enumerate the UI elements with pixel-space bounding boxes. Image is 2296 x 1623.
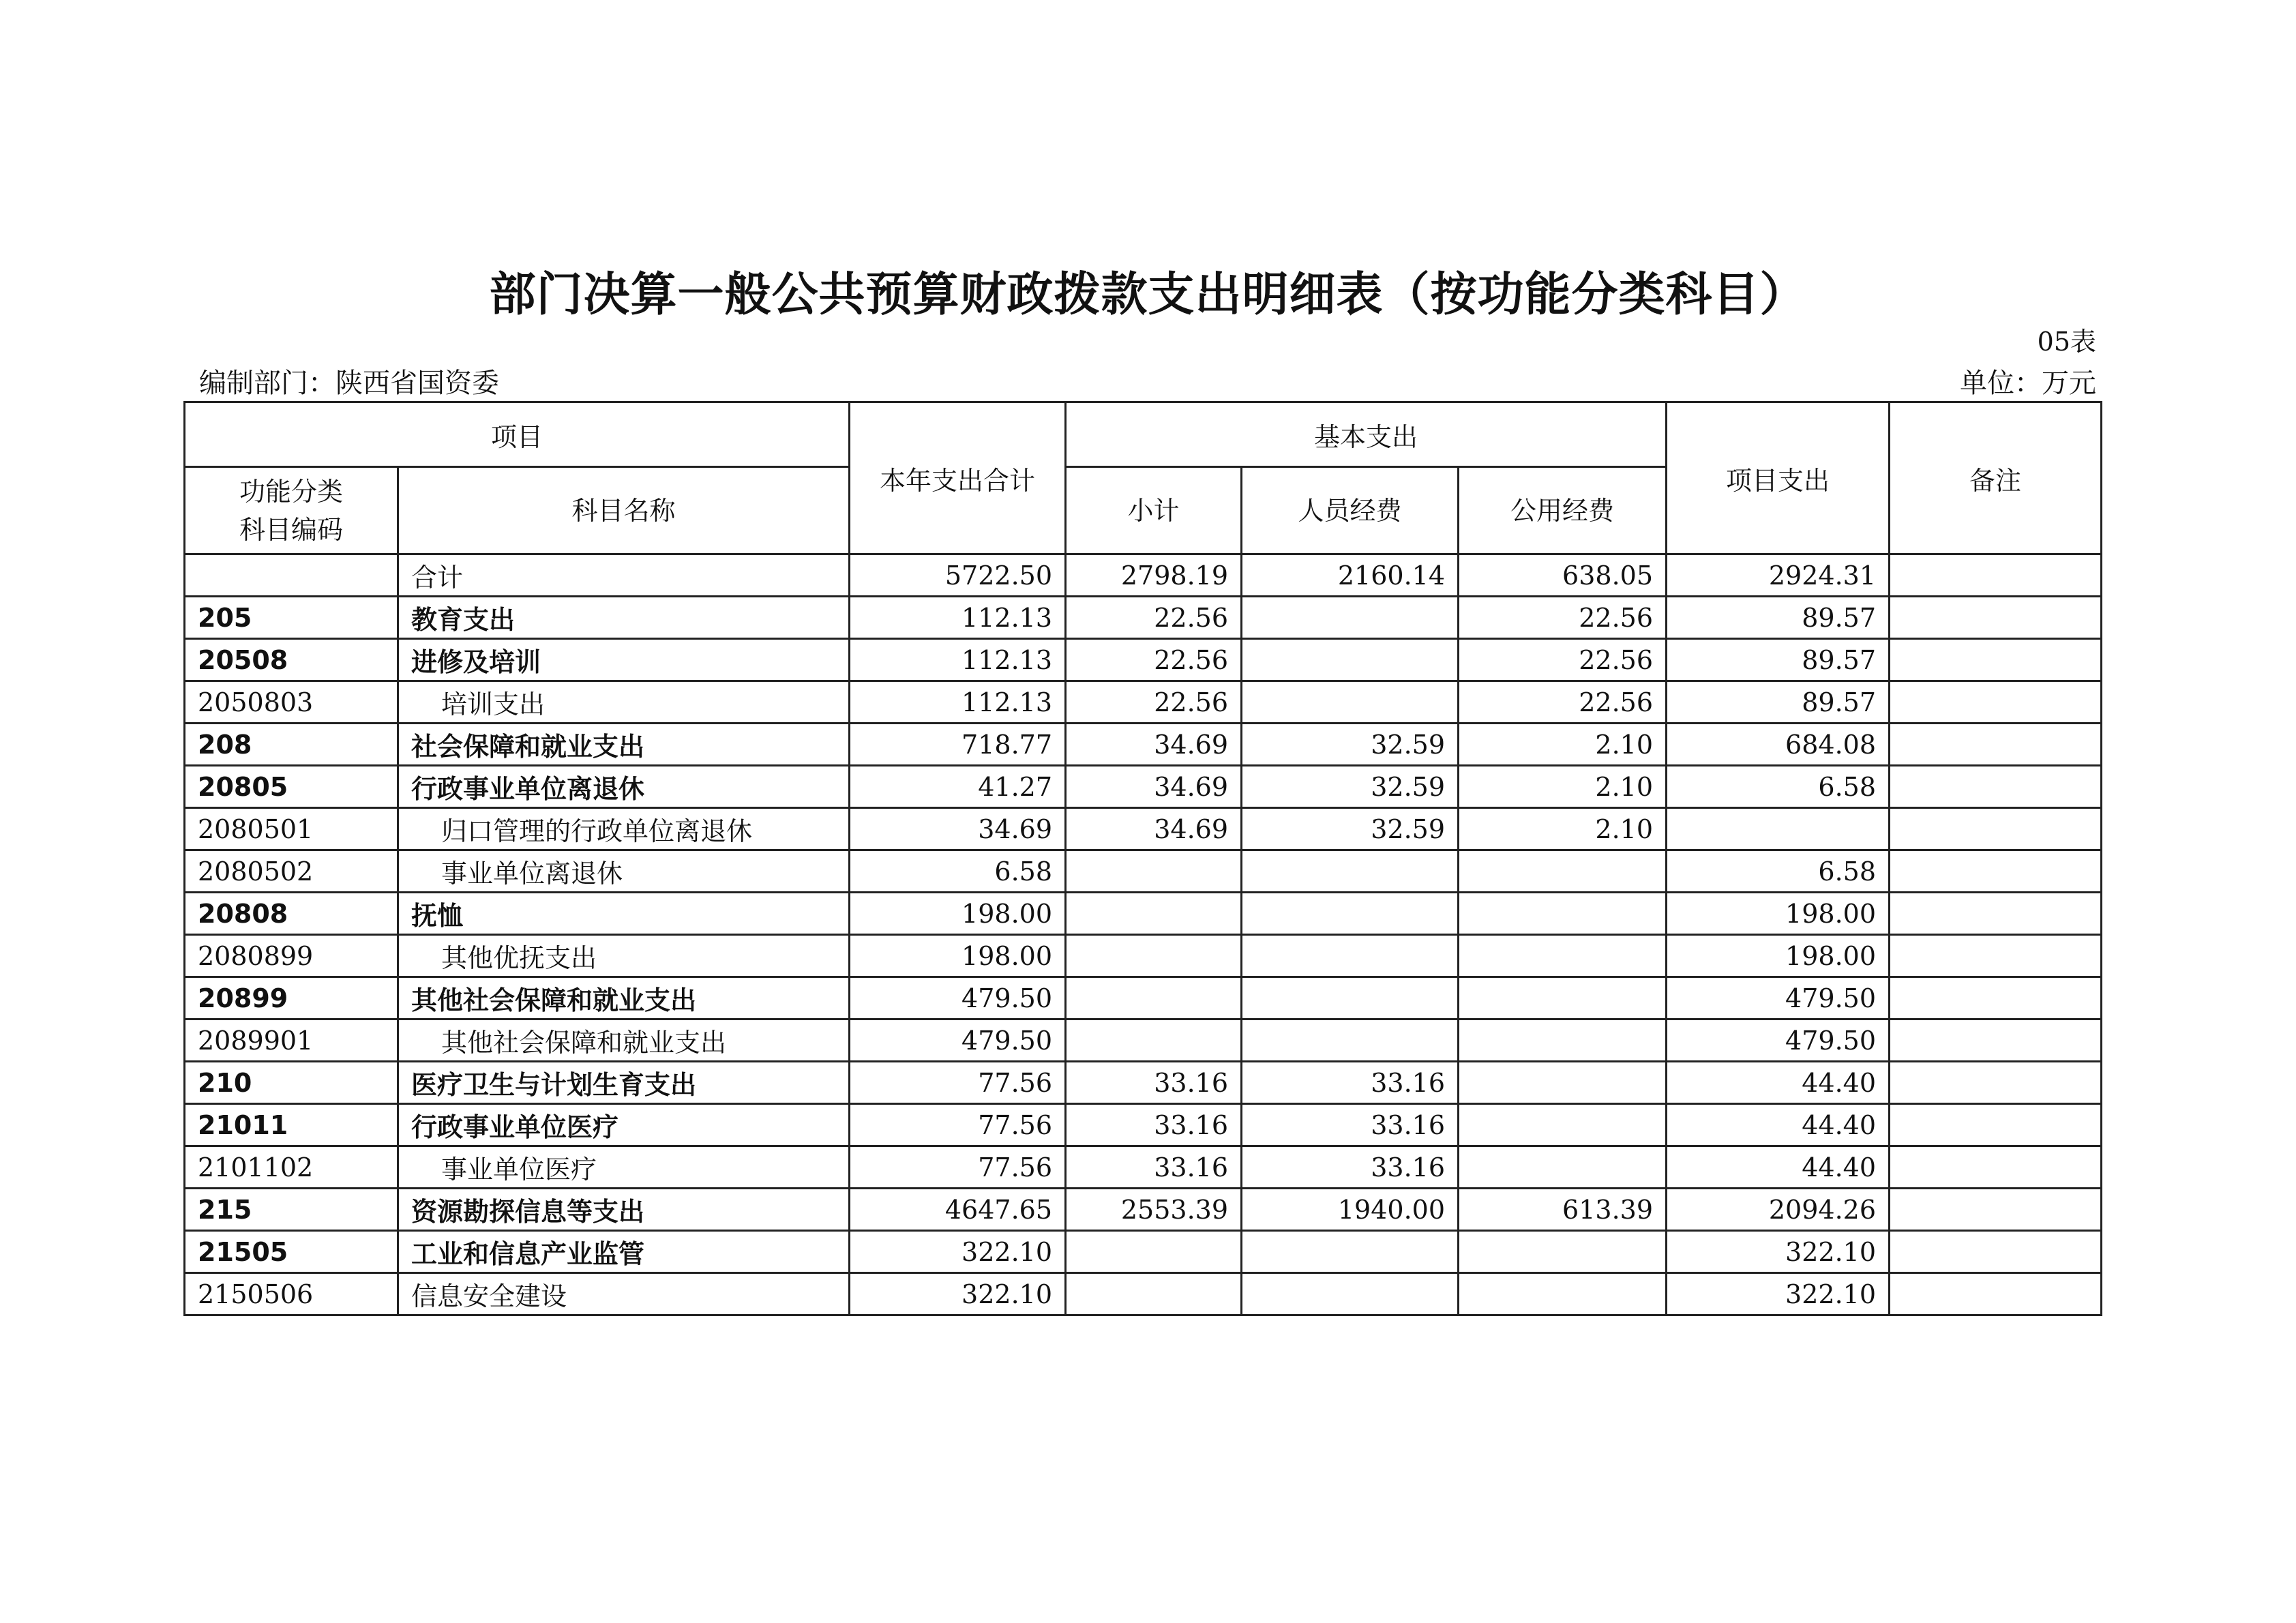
cell-total: 112.13 [850,639,1066,681]
cell-personnel: 33.16 [1242,1104,1459,1146]
header-project: 项目 [185,402,850,467]
department-label: 编制部门：陕西省国资委 [199,368,499,399]
header-func-code [185,467,398,554]
cell-subtotal: 33.16 [1066,1146,1242,1189]
cell-name: 教育支出 [398,597,850,639]
cell-personnel [1242,1273,1459,1315]
cell-remark [1890,1104,2102,1146]
cell-total: 34.69 [850,808,1066,850]
cell-total: 322.10 [850,1231,1066,1273]
header-remark: 备注 [1890,402,2102,554]
cell-subtotal: 2553.39 [1066,1189,1242,1231]
cell-project: 479.50 [1667,1019,1890,1062]
cell-code: 20808 [185,893,398,935]
cell-subtotal [1066,1273,1242,1315]
cell-code: 20899 [185,977,398,1019]
cell-name: 进修及培训 [398,639,850,681]
cell-public [1459,977,1667,1019]
cell-code: 2101102 [185,1146,398,1189]
cell-public [1459,935,1667,977]
cell-project: 198.00 [1667,935,1890,977]
cell-public: 638.05 [1459,554,1667,597]
cell-remark [1890,977,2102,1019]
budget-table [183,401,2102,1316]
cell-public [1459,1019,1667,1062]
cell-total: 77.56 [850,1146,1066,1189]
cell-code: 2080502 [185,850,398,893]
cell-remark [1890,766,2102,808]
header-basic: 基本支出 [1066,402,1667,467]
cell-name: 事业单位医疗 [398,1146,850,1189]
cell-total: 718.77 [850,724,1066,766]
cell-subtotal [1066,1231,1242,1273]
cell-name: 培训支出 [398,681,850,724]
cell-name: 其他社会保障和就业支出 [398,1019,850,1062]
cell-subtotal: 22.56 [1066,681,1242,724]
cell-public [1459,1062,1667,1104]
table-row [185,893,2102,935]
cell-subtotal: 33.16 [1066,1104,1242,1146]
cell-name: 合计 [398,554,850,597]
cell-public: 613.39 [1459,1189,1667,1231]
cell-name: 事业单位离退休 [398,850,850,893]
cell-code: 210 [185,1062,398,1104]
cell-name: 行政事业单位离退休 [398,766,850,808]
table-row [185,597,2102,639]
cell-total: 479.50 [850,1019,1066,1062]
cell-total: 4647.65 [850,1189,1066,1231]
cell-subtotal: 34.69 [1066,724,1242,766]
cell-public: 2.10 [1459,766,1667,808]
cell-code: 215 [185,1189,398,1231]
cell-name: 行政事业单位医疗 [398,1104,850,1146]
cell-remark [1890,1062,2102,1104]
cell-name: 其他社会保障和就业支出 [398,977,850,1019]
cell-name: 其他优抚支出 [398,935,850,977]
cell-public [1459,1146,1667,1189]
header-project-expense: 项目支出 [1667,402,1890,554]
cell-personnel [1242,639,1459,681]
cell-project: 89.57 [1667,639,1890,681]
table-row [185,1231,2102,1273]
cell-code: 20508 [185,639,398,681]
cell-total: 5722.50 [850,554,1066,597]
cell-public [1459,1273,1667,1315]
table-row [185,1104,2102,1146]
cell-project: 198.00 [1667,893,1890,935]
cell-code: 2080501 [185,808,398,850]
cell-project: 89.57 [1667,681,1890,724]
page-title: 部门决算一般公共预算财政拨款支出明细表（按功能分类科目） [489,268,1807,322]
cell-remark [1890,850,2102,893]
cell-personnel: 32.59 [1242,808,1459,850]
cell-name: 归口管理的行政单位离退休 [398,808,850,850]
cell-subtotal [1066,850,1242,893]
cell-personnel [1242,681,1459,724]
cell-code: 205 [185,597,398,639]
cell-total: 112.13 [850,681,1066,724]
cell-subtotal: 33.16 [1066,1062,1242,1104]
table-row [185,1146,2102,1189]
cell-remark [1890,1019,2102,1062]
cell-project: 6.58 [1667,850,1890,893]
cell-remark [1890,554,2102,597]
cell-subtotal: 34.69 [1066,808,1242,850]
cell-project: 89.57 [1667,597,1890,639]
cell-personnel: 32.59 [1242,724,1459,766]
cell-project: 6.58 [1667,766,1890,808]
header-subject-name: 科目名称 [398,467,850,554]
cell-public: 22.56 [1459,639,1667,681]
cell-remark [1890,1189,2102,1231]
cell-public [1459,850,1667,893]
cell-remark [1890,597,2102,639]
header-public: 公用经费 [1459,467,1667,554]
cell-personnel [1242,1019,1459,1062]
header-subtotal: 小计 [1066,467,1242,554]
cell-remark [1890,893,2102,935]
cell-project: 2094.26 [1667,1189,1890,1231]
cell-project: 2924.31 [1667,554,1890,597]
cell-total: 6.58 [850,850,1066,893]
cell-remark [1890,639,2102,681]
cell-subtotal: 22.56 [1066,639,1242,681]
cell-total: 77.56 [850,1062,1066,1104]
cell-remark [1890,681,2102,724]
cell-personnel: 33.16 [1242,1062,1459,1104]
cell-code: 2150506 [185,1273,398,1315]
cell-total: 112.13 [850,597,1066,639]
cell-remark [1890,1146,2102,1189]
cell-project: 322.10 [1667,1273,1890,1315]
table-number: 05表 [2037,327,2096,357]
header-total: 本年支出合计 [850,402,1066,554]
cell-total: 198.00 [850,893,1066,935]
cell-public [1459,1104,1667,1146]
table-row [185,1019,2102,1062]
cell-public: 22.56 [1459,681,1667,724]
cell-subtotal [1066,893,1242,935]
table-row [185,808,2102,850]
table-body [185,554,2102,1315]
cell-name: 抚恤 [398,893,850,935]
cell-remark [1890,1231,2102,1273]
cell-personnel [1242,893,1459,935]
cell-name: 信息安全建设 [398,1273,850,1315]
cell-project: 322.10 [1667,1231,1890,1273]
cell-public [1459,1231,1667,1273]
cell-project: 44.40 [1667,1062,1890,1104]
table-row [185,850,2102,893]
table-row [185,1062,2102,1104]
cell-name: 医疗卫生与计划生育支出 [398,1062,850,1104]
cell-code: 21011 [185,1104,398,1146]
cell-remark [1890,1273,2102,1315]
cell-project: 44.40 [1667,1146,1890,1189]
table-row [185,681,2102,724]
cell-subtotal: 34.69 [1066,766,1242,808]
cell-project: 479.50 [1667,977,1890,1019]
cell-project [1667,808,1890,850]
cell-remark [1890,724,2102,766]
cell-remark [1890,935,2102,977]
cell-total: 41.27 [850,766,1066,808]
cell-total: 479.50 [850,977,1066,1019]
table-row [185,1273,2102,1315]
cell-code: 21505 [185,1231,398,1273]
cell-subtotal [1066,977,1242,1019]
cell-code: 2050803 [185,681,398,724]
table-row [185,554,2102,597]
table-row [185,977,2102,1019]
cell-code: 20805 [185,766,398,808]
cell-public [1459,893,1667,935]
table-row [185,935,2102,977]
cell-personnel [1242,935,1459,977]
header-func-code-line2: 科目编码 [239,514,343,545]
cell-personnel [1242,850,1459,893]
cell-remark [1890,808,2102,850]
cell-public: 2.10 [1459,808,1667,850]
cell-personnel [1242,977,1459,1019]
cell-personnel [1242,1231,1459,1273]
cell-subtotal: 22.56 [1066,597,1242,639]
cell-public: 22.56 [1459,597,1667,639]
unit-label: 单位：万元 [1960,368,2096,399]
cell-name: 资源勘探信息等支出 [398,1189,850,1231]
cell-project: 44.40 [1667,1104,1890,1146]
cell-subtotal [1066,935,1242,977]
cell-public: 2.10 [1459,724,1667,766]
cell-subtotal [1066,1019,1242,1062]
cell-subtotal: 2798.19 [1066,554,1242,597]
cell-personnel: 2160.14 [1242,554,1459,597]
cell-code [185,554,398,597]
table-row [185,639,2102,681]
cell-personnel: 1940.00 [1242,1189,1459,1231]
header-personnel: 人员经费 [1242,467,1459,554]
table-row [185,724,2102,766]
cell-name: 社会保障和就业支出 [398,724,850,766]
cell-personnel: 33.16 [1242,1146,1459,1189]
cell-name: 工业和信息产业监管 [398,1231,850,1273]
cell-total: 322.10 [850,1273,1066,1315]
header-func-code-line1: 功能分类 [239,476,343,507]
cell-code: 208 [185,724,398,766]
table-row [185,766,2102,808]
cell-project: 684.08 [1667,724,1890,766]
cell-personnel [1242,597,1459,639]
cell-personnel: 32.59 [1242,766,1459,808]
table-row [185,1189,2102,1231]
cell-total: 77.56 [850,1104,1066,1146]
cell-code: 2089901 [185,1019,398,1062]
cell-code: 2080899 [185,935,398,977]
cell-total: 198.00 [850,935,1066,977]
